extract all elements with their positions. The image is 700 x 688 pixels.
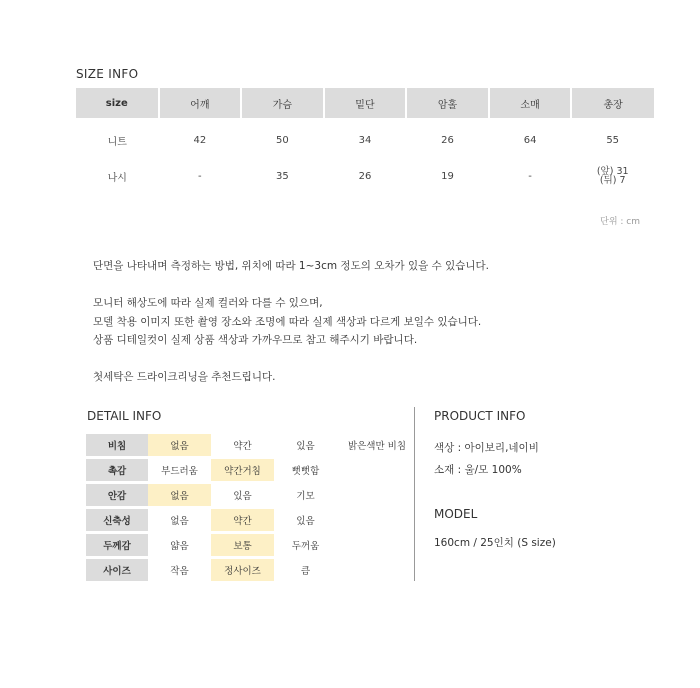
detail-row: [86, 559, 417, 581]
detail-option-selected: 없음: [148, 484, 211, 506]
detail-label: 신축성: [86, 509, 148, 531]
row-name: 나시: [107, 172, 127, 184]
product-color: 색상 : 아이보리,네이비: [434, 442, 539, 454]
detail-row: [86, 534, 417, 556]
detail-row: [86, 484, 417, 506]
detail-label: 촉감: [86, 459, 148, 481]
table-row: [76, 118, 654, 158]
table-cell: -: [198, 170, 202, 182]
detail-option: 밝은색만 비침: [347, 441, 407, 452]
note-line: 상품 디테일컷이 실제 상품 색상과 가까우므로 참고 해주시기 바랍니다.: [93, 334, 418, 346]
detail-empty-cell: [337, 484, 417, 506]
detail-option: 작음: [170, 566, 189, 577]
table-cell: -: [528, 170, 532, 182]
model-description: 160cm / 25인치 (S size): [434, 537, 556, 549]
detail-option-selected: 보통: [211, 534, 274, 556]
detail-empty-cell: [337, 534, 417, 556]
detail-option: 부드러움: [161, 466, 198, 477]
detail-row: [86, 434, 417, 456]
product-info-title: PRODUCT INFO: [434, 409, 526, 423]
table-cell: 26: [441, 134, 454, 146]
table-cell: 26: [358, 170, 372, 182]
total-length-back: (뒤) 7: [599, 174, 626, 186]
detail-option: 없음: [170, 516, 189, 527]
table-cell: 34: [358, 134, 372, 146]
unit-label: 단위 : cm: [600, 217, 640, 227]
detail-option: 있음: [296, 516, 315, 527]
note-line: 단면을 나타내며 측정하는 방법, 위치에 따라 1~3cm 정도의 오차가 있을 수 있습니다.: [93, 260, 489, 272]
size-table: [76, 88, 654, 194]
length-header: 총장: [571, 88, 654, 118]
detail-empty-cell: [337, 559, 417, 581]
table-cell: [571, 158, 654, 194]
size-info-title: SIZE INFO: [76, 67, 139, 81]
table-cell: 19: [441, 170, 454, 182]
detail-row: [86, 459, 417, 481]
table-cell: 42: [193, 134, 207, 146]
model-title: MODEL: [434, 507, 478, 521]
detail-row: [86, 509, 417, 531]
shoulder-header: 어깨: [159, 88, 242, 118]
total-length-front: (앞) 31: [596, 165, 629, 177]
vertical-divider: [414, 407, 415, 581]
detail-empty-cell: [337, 459, 417, 481]
detail-option: 얇음: [170, 541, 189, 552]
note-line: 모델 착용 이미지 또한 촬영 장소와 조명에 따라 실제 색상과 다르게 보일수 있습니다.: [93, 316, 482, 328]
table-row: [76, 158, 654, 194]
detail-option: 약간: [233, 441, 252, 452]
table-cell: 35: [276, 170, 289, 182]
detail-option-selected: 약간: [211, 509, 274, 531]
detail-empty-cell: [337, 509, 417, 531]
detail-option-selected: 약간거침: [211, 459, 274, 481]
table-cell: 50: [276, 134, 289, 146]
sleeve-header: 소매: [489, 88, 572, 118]
chest-header: 가슴: [241, 88, 324, 118]
product-material: 소재 : 울/모 100%: [434, 464, 522, 476]
detail-table: [86, 431, 417, 584]
table-cell: 55: [606, 134, 620, 146]
detail-option-selected: 없음: [148, 434, 211, 456]
detail-option-selected: 정사이즈: [211, 559, 274, 581]
detail-label: 안감: [86, 484, 148, 506]
detail-label: 사이즈: [86, 559, 148, 581]
detail-option: 있음: [296, 441, 315, 452]
size-table-header-row: [76, 88, 654, 118]
detail-option: 기모: [296, 491, 315, 502]
detail-option: 있음: [233, 491, 252, 502]
detail-label: 두께감: [86, 534, 148, 556]
table-cell: 64: [523, 134, 537, 146]
detail-option: 뻣뻣함: [291, 466, 320, 477]
detail-option: 두꺼움: [291, 541, 320, 552]
hem-header: 밑단: [324, 88, 407, 118]
note-line: 첫세탁은 드라이크리닝을 추천드립니다.: [93, 371, 276, 383]
note-line: 모니터 해상도에 따라 실제 컬러와 다를 수 있으며,: [93, 297, 323, 309]
detail-info-title: DETAIL INFO: [87, 409, 162, 423]
armhole-header: 암홀: [406, 88, 489, 118]
detail-option: 큼: [300, 566, 311, 577]
size-header: size: [76, 88, 159, 118]
detail-label: 비침: [86, 434, 148, 456]
row-name: 니트: [107, 136, 127, 148]
